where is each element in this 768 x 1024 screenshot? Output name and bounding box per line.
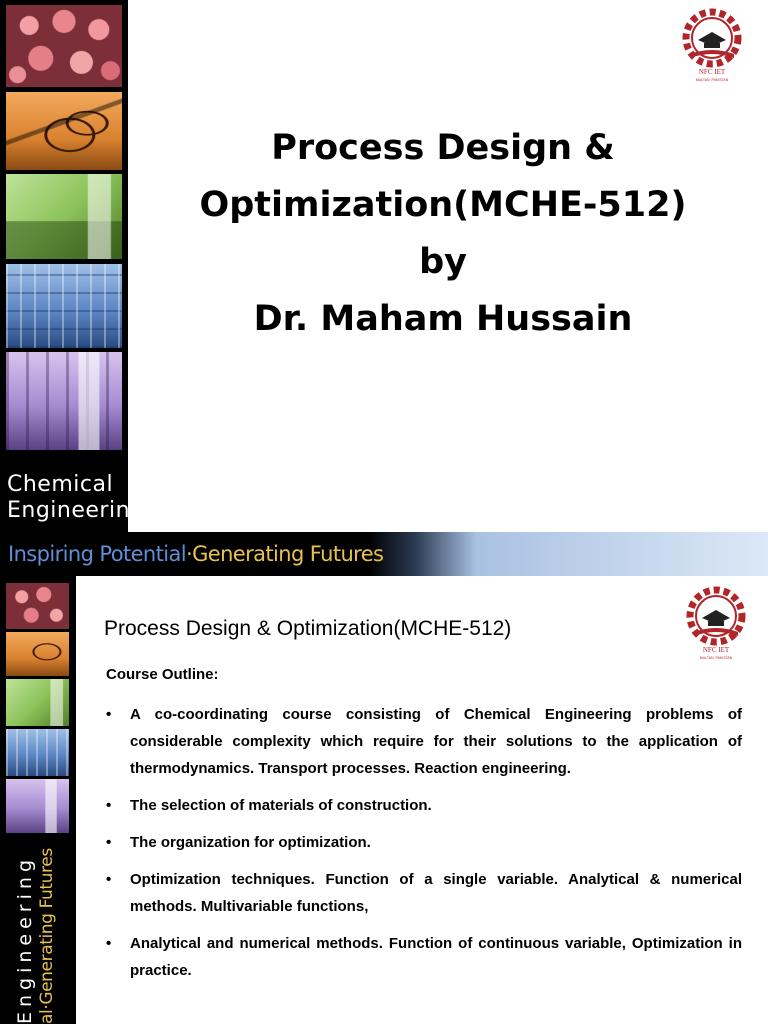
title-line: by xyxy=(419,242,467,282)
list-item xyxy=(106,792,742,819)
tagline-part2: Generating Futures xyxy=(192,542,384,566)
logo-subtext: MULTAN, PAKISTAN xyxy=(695,78,729,82)
vertical-tagline: al·Generating Futures xyxy=(37,848,57,1024)
list-item xyxy=(106,829,742,856)
bullet-glyph: • xyxy=(106,834,112,851)
brand-line: Engineering xyxy=(7,498,145,523)
institute-gear-seal-icon xyxy=(664,6,760,86)
bullet-glyph: • xyxy=(106,706,112,723)
brand-line: Chemical xyxy=(7,472,114,497)
tagline xyxy=(8,535,383,573)
logo-text: NFC IET xyxy=(698,68,726,76)
lab-green-photo xyxy=(6,679,69,726)
course-outline-slide xyxy=(0,576,768,1024)
tagline-part1: Inspiring Potential xyxy=(8,542,186,566)
sidebar-photo-strip xyxy=(0,0,145,532)
list-item-text: Optimization techniques. Function of a single variable. Analytical & numerical methods. Multivariable functions, xyxy=(130,871,742,915)
lab-purple-photo xyxy=(6,352,122,450)
lab-green-photo xyxy=(6,174,122,259)
lab-purple-photo xyxy=(6,779,69,833)
list-item xyxy=(106,866,742,920)
title-line: Dr. Maham Hussain xyxy=(253,299,633,339)
list-item xyxy=(106,930,742,984)
lab-orange-photo xyxy=(6,632,69,676)
department-brand xyxy=(7,472,145,524)
tagline-dot: · xyxy=(186,542,193,566)
bullet-glyph: • xyxy=(106,935,112,952)
list-item-text: The selection of materials of construction. xyxy=(130,797,432,814)
sidebar-photo-strip xyxy=(0,576,76,1024)
rose-cells-photo xyxy=(6,583,69,629)
vertical-brand-text: Engineering xyxy=(14,855,36,1024)
list-item-text: The organization for optimization. xyxy=(130,834,371,851)
logo-text: NFC IET xyxy=(702,646,730,654)
list-item xyxy=(106,701,742,782)
list-item-text: Analytical and numerical methods. Function of continuous variable, Optimization in practice. xyxy=(130,935,742,979)
title-line: Optimization(MCHE-512) xyxy=(199,185,687,225)
institute-gear-seal-icon xyxy=(668,584,764,664)
plant-blue-photo xyxy=(6,729,69,776)
outline-list xyxy=(106,701,742,994)
list-item-text: A co-coordinating course consisting of Chemical Engineering problems of considerable complexity which require for their solutions to the application of thermodynamics. Transport processes. Reaction engineering. xyxy=(130,706,742,777)
vertical-brand xyxy=(14,848,58,1024)
logo-subtext: MULTAN, PAKISTAN xyxy=(699,656,733,660)
lab-orange-photo xyxy=(6,92,122,170)
slide-title: Process Design & Optimization(MCHE-512) xyxy=(104,617,512,640)
outline-heading: Course Outline: xyxy=(106,666,219,683)
plant-blue-photo xyxy=(6,264,122,348)
title-line: Process Design & xyxy=(271,128,615,168)
bullet-glyph: • xyxy=(106,797,112,814)
rose-cells-photo xyxy=(6,5,122,87)
bullet-glyph: • xyxy=(106,871,112,888)
slide-title xyxy=(150,120,736,348)
